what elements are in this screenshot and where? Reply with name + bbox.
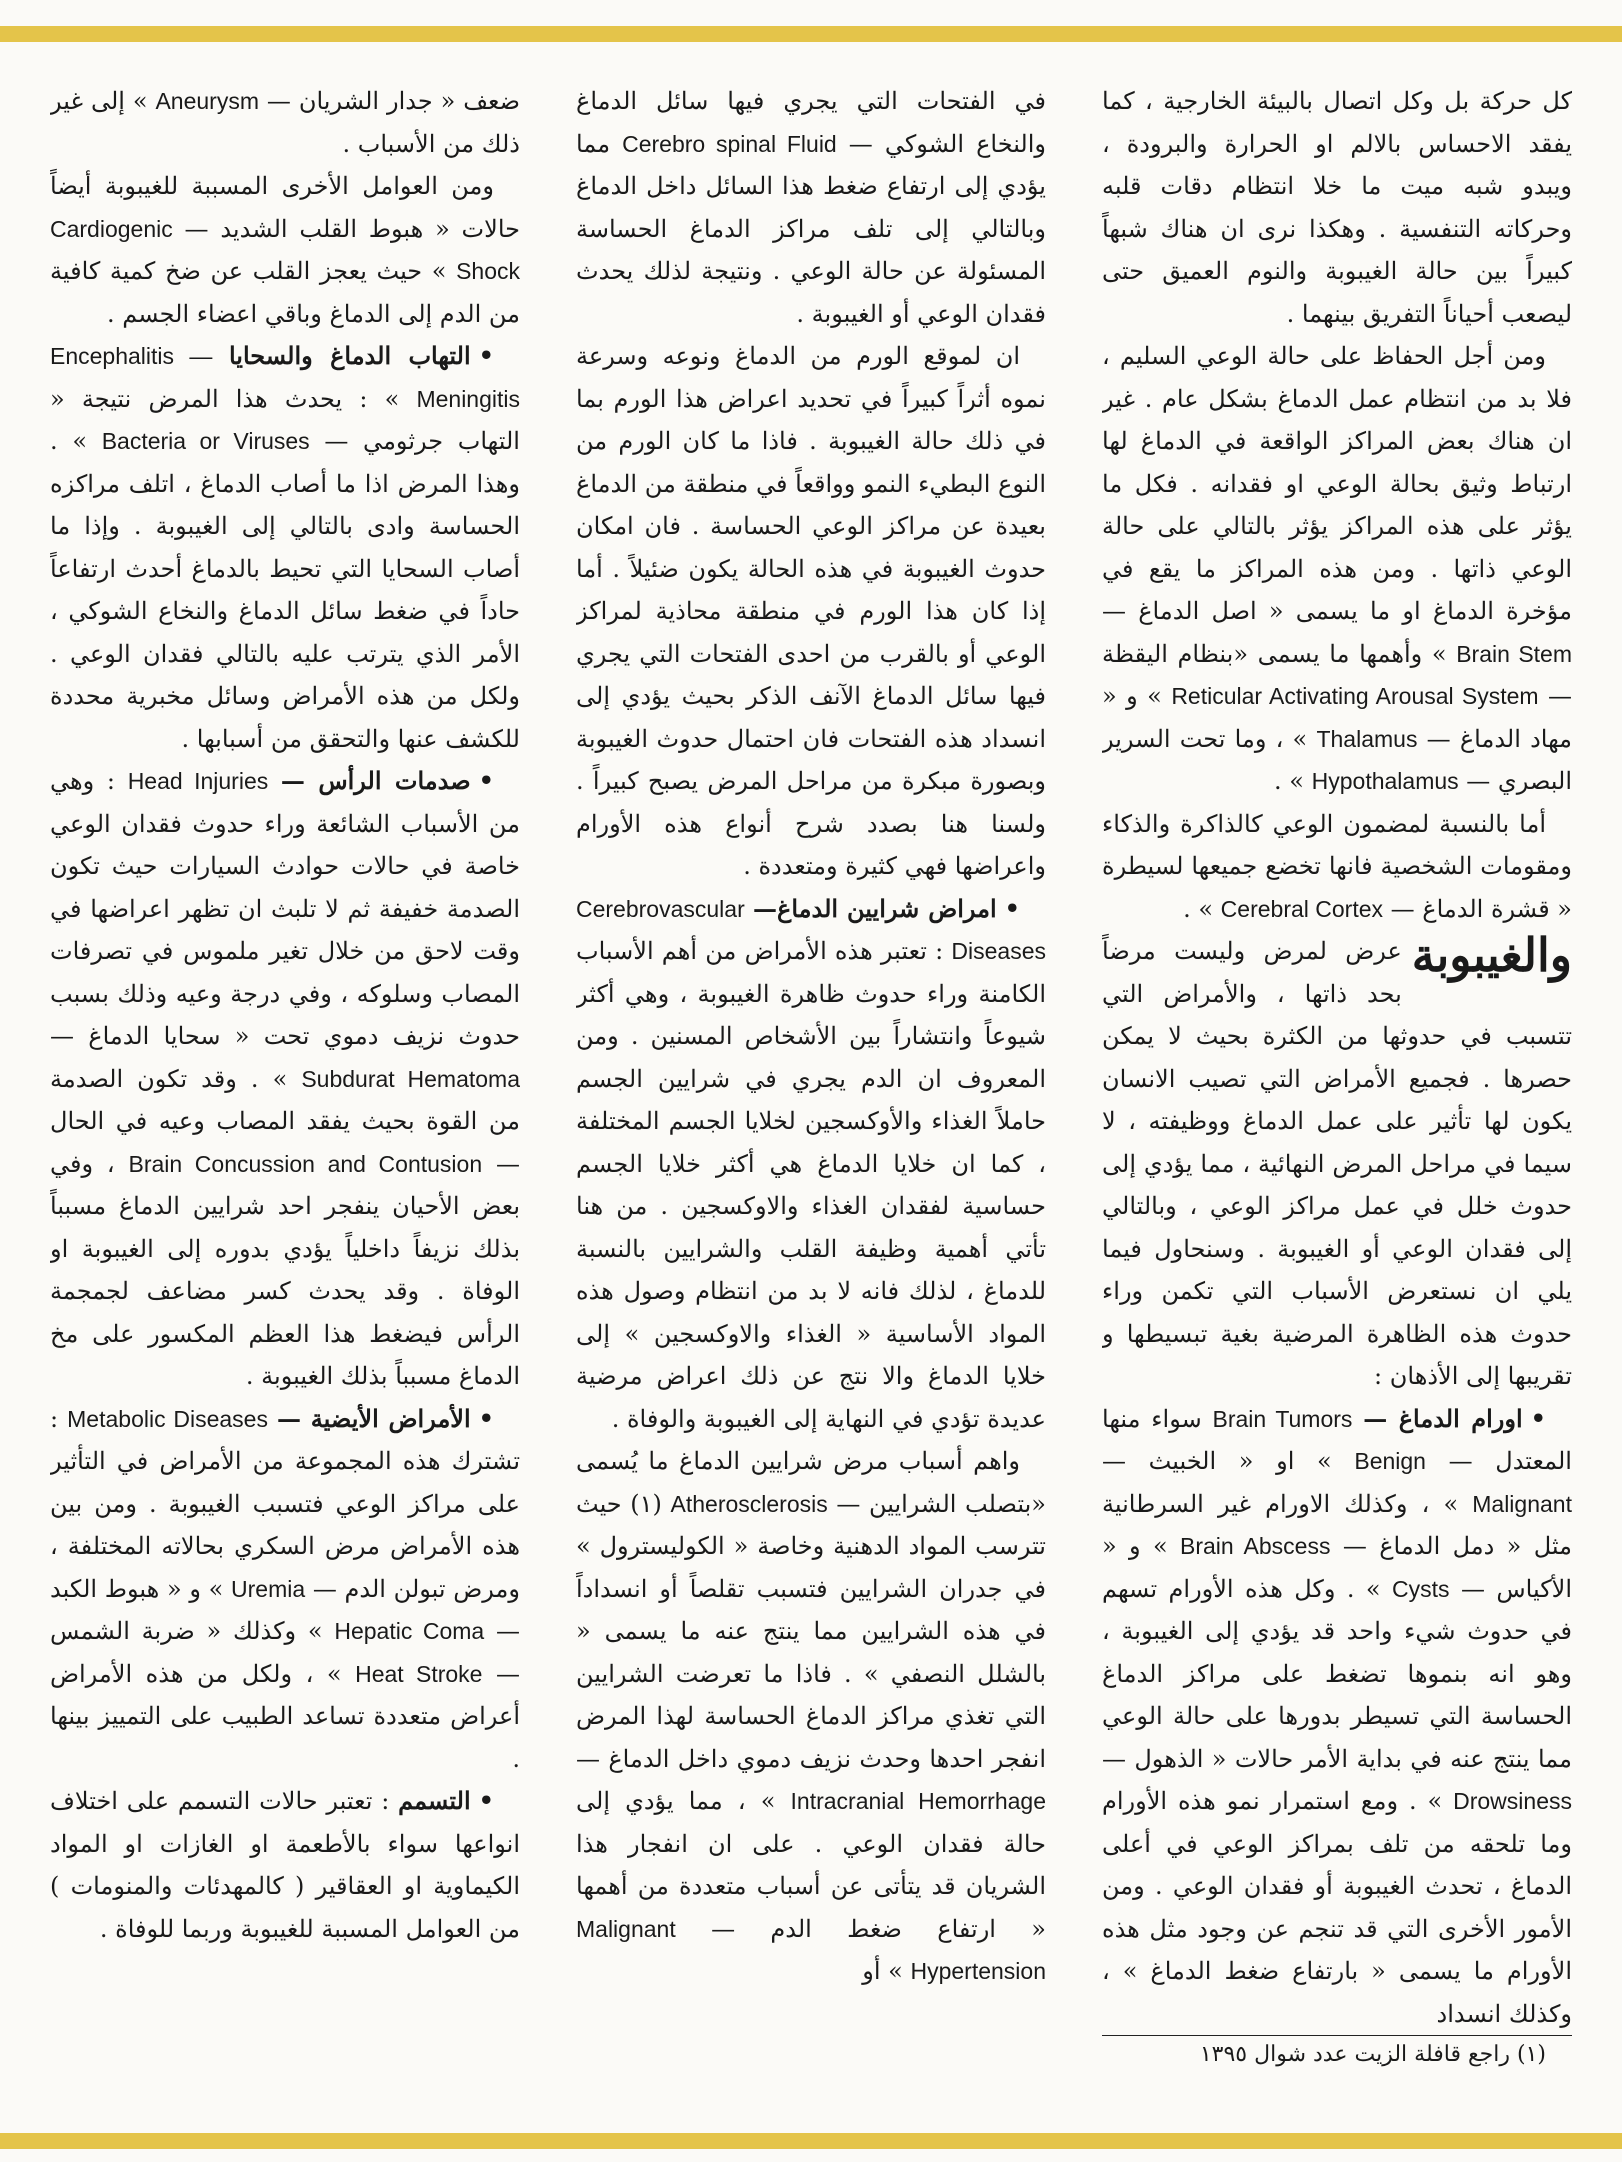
paragraph: ومن العوامل الأخرى المسببة للغيبوبة أيضاً حالات « هبوط القلب الشديد — Cardiogenic Shock » حيث يعجز القلب عن ضخ كمية كافية من الدم إلى الدماغ وباقي اعضاء الجسم . bbox=[50, 172, 520, 328]
column-left bbox=[50, 80, 520, 2080]
footnote: (١) راجع قافلة الزيت عدد شوال ١٣٩٥ bbox=[1102, 2035, 1572, 2070]
paragraph: •اورام الدماغ — Brain Tumors سواء منها المعتدل — Benign » او « الخبيث — Malignant » ، وكذلك الاورام غير السرطانية مثل « دمل الدماغ — Brain Abscess » و « الأكياس — Cysts » . وكل هذه الأورام تسهم في حدوث شيء واحد قد يؤدي إلى الغيبوبة ، وهو انه بنموها تضغط على مراكز الدماغ الحساسة التي تسيطر بدورها على حالة الوعي مما ينتج عنه في بداية الأمر حالات « الذهول — Drowsiness » . ومع استمرار نمو هذه الأورام وما تلحقه من تلف بمراكز الوعي في أعلى الدماغ ، تحدث الغيبوبة أو فقدان الوعي . ومن الأمور الأخرى التي قد تنجم عن وجود مثل هذه الأورام ما يسمى « بارتفاع ضغط الدماغ » ، وكذلك انسداد bbox=[1102, 1403, 1572, 2028]
paragraph: والغيبوبة عرض لمرض وليست مرضاً بحد ذاتها ، والأمراض التي تتسبب في حدوثها من الكثرة بحيث لا يمكن حصرها . فجميع الأمراض التي تصيب الانسان يكون لها تأثير على عمل الدماغ ووظيفته ، لا سيما في مراحل المرض النهائية ، مما يؤدي إلى حدوث خلل في عمل مراكز الوعي ، وبالتالي إلى فقدان الوعي أو الغيبوبة . وسنحاول فيما يلي ان نستعرض الأسباب التي تكمن وراء حدوث هذه الظاهرة المرضية بغية تبسيطها و تقريبها إلى الأذهان : bbox=[1102, 928, 1572, 1390]
top-decorative-band bbox=[0, 26, 1622, 42]
paragraph: •التهاب الدماغ والسحايا Encephalitis — Meningitis » : يحدث هذا المرض نتيجة « التهاب جرثومي — Bacteria or Viruses » . وهذا المرض اذا ما أصاب الدماغ ، اتلف مراكزه الحساسة وادى بالتالي إلى الغيبوبة . وإذا ما أصاب السحايا التي تحيط بالدماغ أحدث ارتفاعاً حاداً في ضغط سائل الدماغ والنخاع الشوكي ، الأمر الذي يترتب عليه بالتالي فقدان الوعي . ولكل من هذه الأمراض وسائل مخبرية محددة للكشف عنها والتحقق من أسبابها . bbox=[50, 341, 520, 753]
column-right bbox=[1102, 80, 1572, 2080]
paragraph: •التسمم : تعتبر حالات التسمم على اختلاف انواعها سواء بالأطعمة او الغازات او المواد الكيماوية او العقاقير ( كالمهدئات والمنومات ) من العوامل المسببة للغيبوبة وربما للوفاة . bbox=[50, 1786, 520, 1943]
column-middle bbox=[576, 80, 1046, 2080]
paragraph: ومن أجل الحفاظ على حالة الوعي السليم ، فلا بد من انتظام عمل الدماغ بشكل عام . غير ان هناك بعض المراكز الواقعة في الدماغ لها ارتباط وثيق بحالة الوعي او فقدانه . فكل ما يؤثر على هذه المراكز يؤثر بالتالي على حالة الوعي ذاتها . ومن هذه المراكز ما يقع في مؤخرة الدماغ او ما يسمى « اصل الدماغ — Brain Stem » وأهمها ما يسمى «بنظام اليقظة— Reticular Activating Arousal System » و « مهاد الدماغ — Thalamus » ، وما تحت السرير البصري — Hypothalamus » . bbox=[1102, 342, 1572, 795]
paragraph: كل حركة بل وكل اتصال بالبيئة الخارجية ، كما يفقد الاحساس بالالم او الحرارة والبرودة ، ويبدو شبه ميت ما خلا انتظام دقات قلبه وحركاته التنفسية . وهكذا نرى ان هناك شبهاً كبيراً بين حالة الغيبوبة والنوم العميق حتى ليصعب أحياناً التفريق بينهما . bbox=[1102, 87, 1572, 328]
paragraph: في الفتحات التي يجري فيها سائل الدماغ والنخاع الشوكي — Cerebro spinal Fluid مما يؤدي إلى ارتفاع ضغط هذا السائل داخل الدماغ وبالتالي إلى تلف مراكز الدماغ الحساسة المسئولة عن حالة الوعي . ونتيجة لذلك يحدث فقدان الوعي أو الغيبوبة . bbox=[576, 87, 1046, 328]
paragraph: •صدمات الرأس — Head Injuries : وهي من الأسباب الشائعة وراء حدوث فقدان الوعي خاصة في حالات حوادث السيارات حيث تكون الصدمة خفيفة ثم لا تلبث ان تظهر اعراضها في وقت لاحق من خلال تغير ملموس في تصرفات المصاب وسلوكه ، وفي درجة وعيه وذلك بسبب حدوث نزيف دموي تحت « سحايا الدماغ — Subdurat Hematoma » . وقد تكون الصدمة من القوة بحيث يفقد المصاب وعيه في الحال — Brain Concussion and Contusion ، وفي بعض الأحيان ينفجر احد شرايين الدماغ مسبباً بذلك نزيفاً داخلياً يؤدي بدوره إلى الغيبوبة او الوفاة . وقد يحدث كسر مضاعف لجمجمة الرأس فيضغط هذا العظم المكسور على مخ الدماغ مسبباً بذلك الغيبوبة . bbox=[50, 766, 520, 1390]
paragraph: •الأمراض الأيضية — Metabolic Diseases : تشترك هذه المجموعة من الأمراض في التأثير على مراكز الوعي فتسبب الغيبوبة . ومن بين هذه الأمراض مرض السكري بحالاته المختلفة ، ومرض تبولن الدم — Uremia » و « هبوط الكبد — Hepatic Coma » وكذلك « ضربة الشمس — Heat Stroke » ، ولكل من هذه الأمراض أعراض متعددة تساعد الطبيب على التمييز بينها . bbox=[50, 1403, 520, 1773]
paragraph: ان لموقع الورم من الدماغ ونوعه وسرعة نموه أثراً كبيراً في تحديد اعراض هذا الورم بما في ذلك حالة الغيبوبة . فاذا ما كان الورم من النوع البطيء النمو وواقعاً في منطقة من الدماغ بعيدة عن مراكز الوعي الحساسة . فان امكان حدوث الغيبوبة في هذه الحالة يكون ضئيلاً . أما إذا كان هذا الورم في منطقة محاذية لمراكز الوعي أو بالقرب من احدى الفتحات التي يجري فيها سائل الدماغ الآنف الذكر بحيث يؤدي إلى انسداد هذه الفتحات فان احتمال حدوث الغيبوبة وبصورة مبكرة من مراحل المرض يصبح كبيراً . ولسنا هنا بصدد شرح أنواع هذه الأورام واعراضها فهي كثيرة ومتعددة . bbox=[576, 342, 1046, 880]
section-heading-coma: والغيبوبة bbox=[1411, 928, 1572, 982]
paragraph: أما بالنسبة لمضمون الوعي كالذاكرة والذكاء ومقومات الشخصية فانها تخضع جميعها لسيطرة « قشرة الدماغ — Cerebral Cortex » . bbox=[1102, 809, 1572, 923]
paragraph: ضعف « جدار الشريان — Aneurysm » إلى غير ذلك من الأسباب . bbox=[50, 87, 520, 158]
bottom-decorative-band bbox=[0, 2133, 1622, 2149]
article-page bbox=[50, 80, 1572, 2080]
paragraph: واهم أسباب مرض شرايين الدماغ ما يُسمى «بتصلب الشرايين — Atherosclerosis (١) حيث تترسب المواد الدهنية وخاصة « الكوليسترول » في جدران الشرايين فتسبب تقلصاً أو انسداداً في هذه الشرايين مما ينتج عنه ما يسمى « بالشلل النصفي » . فاذا ما تعرضت الشرايين التي تغذي مراكز الدماغ الحساسة لهذا المرض انفجر احدها وحدث نزيف دموي داخل الدماغ — Intracranial Hemorrhage » ، مما يؤدي إلى حالة فقدان الوعي . على ان انفجار هذا الشريان قد يتأتى عن أسباب متعددة من أهمها « ارتفاع ضغط الدم — Malignant Hypertension » أو bbox=[576, 1447, 1046, 1985]
paragraph: •امراض شرايين الدماغ— Cerebrovascular Diseases : تعتبر هذه الأمراض من أهم الأسباب الكامنة وراء حدوث ظاهرة الغيبوبة ، وهي أكثر شيوعاً وانتشاراً بين الأشخاص المسنين . ومن المعروف ان الدم يجري في شرايين الجسم حاملاً الغذاء والأوكسجين لخلايا الجسم المختلفة ، كما ان خلايا الدماغ هي أكثر خلايا الجسم حساسية لفقدان الغذاء والاوكسجين . من هنا تأتي أهمية وظيفة القلب والشرايين بالنسبة للدماغ ، لذلك فانه لا بد من انتظام وصول هذه المواد الأساسية « الغذاء والاوكسجين » إلى خلايا الدماغ والا نتج عن ذلك اعراض مرضية عديدة تؤدي في النهاية إلى الغيبوبة والوفاة . bbox=[576, 893, 1046, 1433]
